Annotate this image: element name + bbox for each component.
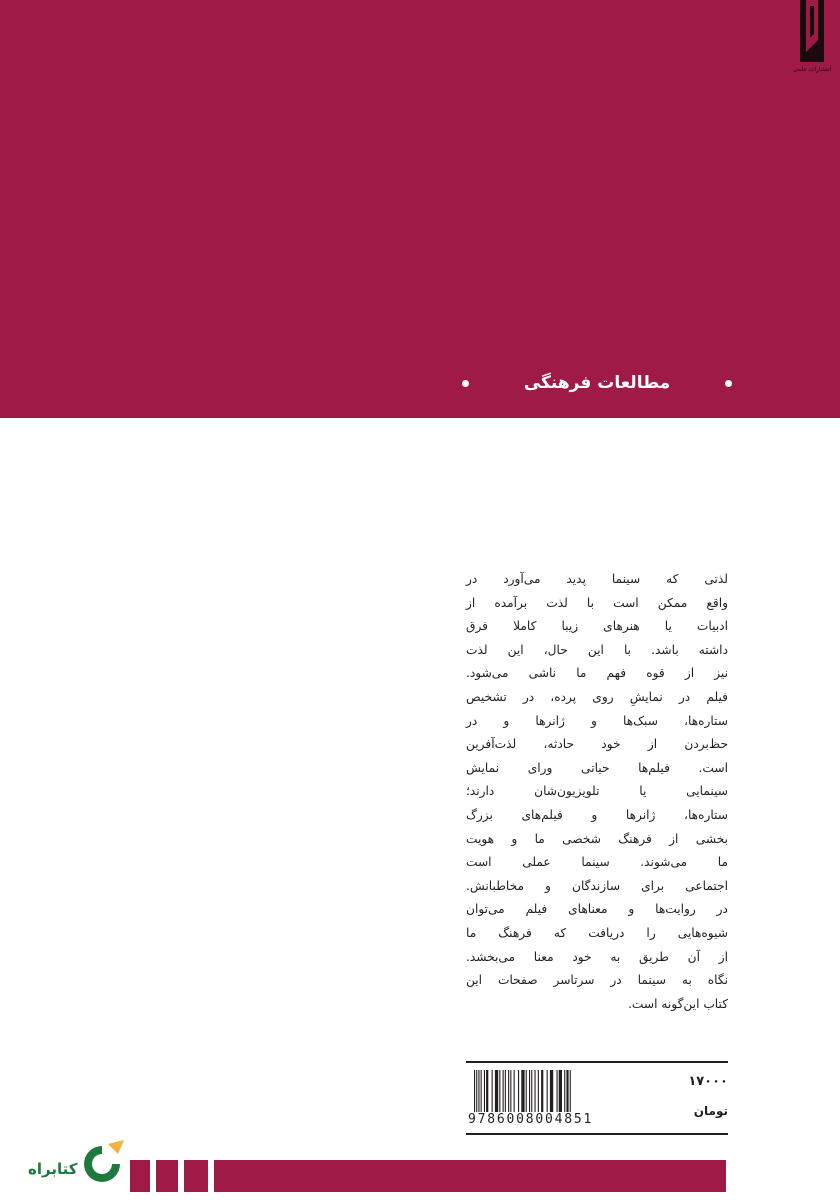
series-title: مطالعات فرهنگی [523, 373, 671, 393]
divider-line-bottom [466, 1133, 728, 1135]
blurb-line: بخشی از فرهنگ شخصی ما و هویت [466, 831, 728, 846]
color-block [156, 1160, 178, 1192]
blurb-line: است. فیلم‌ها حیاتی ورای نمایش [466, 760, 728, 775]
publisher-logo-mark [792, 0, 832, 66]
bullet-dot-right [725, 380, 732, 387]
series-label [462, 368, 732, 398]
blurb-line: داشته باشد. با این حال، این لذت [466, 642, 728, 657]
blurb-line: از آن طریق به خود معنا می‌بخشد. [466, 949, 728, 964]
blurb-line: ادبیات یا هنرهای زیبا کاملا فرق [466, 619, 728, 634]
blurb-line: نگاه به سینما در سرتاسر صفحات این [466, 973, 728, 988]
barcode-bars [468, 1070, 640, 1116]
blurb-line: اجتماعی برای سازندگان و مخاطبانش. [466, 878, 728, 893]
blurb-line: واقع ممکن است با لذت برآمده از [466, 595, 728, 610]
bullet-dot-left [462, 380, 469, 387]
blurb-line: حظ‌بردن از خود حادثه، لذت‌آفرین [466, 737, 728, 752]
blurb-line: شیوه‌هایی را دریافت که فرهنگ ما [466, 925, 728, 940]
blurb-line: سینمایی یا تلویزیون‌شان دارند؛ [466, 784, 728, 799]
blurb-line: کتاب این‌گونه است. [628, 996, 728, 1011]
barcode-number: 9786008004851 [468, 1112, 640, 1128]
publisher-logo-text: انتشارات علمی [792, 66, 832, 73]
price-value: ۱۷۰۰۰ [688, 1074, 728, 1089]
blurb-line: ما می‌شوند. سینما عملی است [466, 855, 728, 870]
cover-top-band [0, 0, 840, 418]
blurb-line: ستاره‌ها، سبک‌ها و ژانرها و در [466, 713, 728, 728]
ketabrah-brand-text: کتابراه [28, 1160, 78, 1178]
blurb-line: ستاره‌ها، ژانرها و فیلم‌های بزرگ [466, 807, 728, 822]
ketabrah-logo-icon [78, 1138, 126, 1184]
publisher-logo [792, 0, 832, 96]
ketabrah-watermark[interactable] [22, 1138, 126, 1184]
divider-line-top [466, 1061, 728, 1063]
color-block [184, 1160, 208, 1192]
color-block [130, 1160, 150, 1192]
back-cover-blurb [466, 568, 728, 1016]
color-block [214, 1160, 726, 1192]
blurb-line: فیلم در نمایشِ روی پرده، در تشخیص [466, 689, 728, 704]
bottom-color-blocks [0, 1160, 840, 1192]
blurb-line: لذتی که سینما پدید می‌آورد در [466, 572, 728, 586]
price-currency: تومان [693, 1104, 728, 1118]
blurb-line: نیز از قوه فهم ما ناشی می‌شود. [466, 666, 728, 681]
blurb-line: در روایت‌ها و معناهای فیلم می‌توان [466, 902, 728, 917]
isbn-barcode [468, 1070, 640, 1128]
